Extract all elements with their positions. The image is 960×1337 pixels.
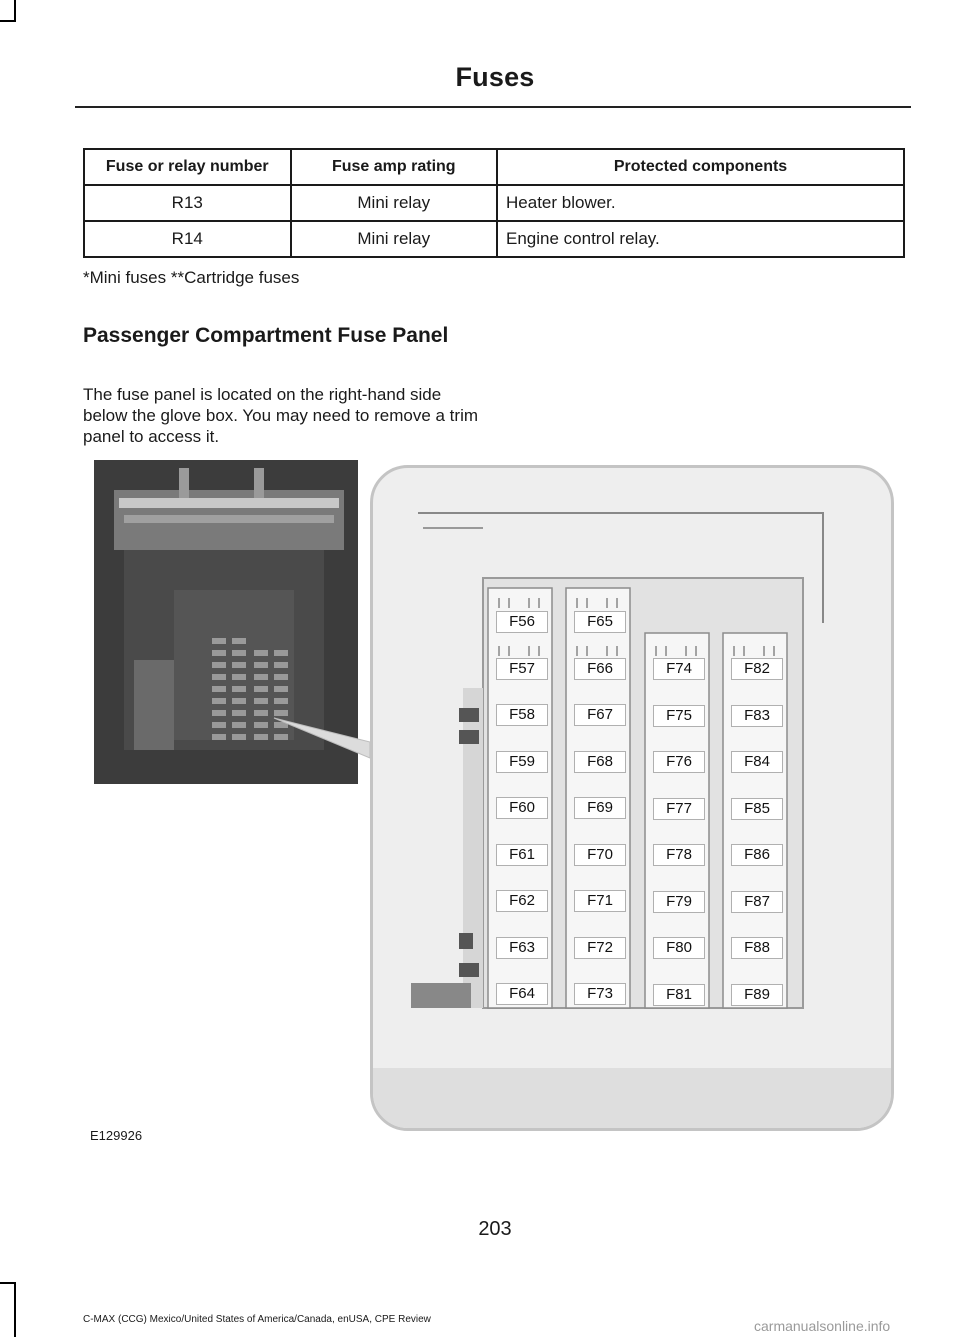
column-header: Protected components [497, 149, 904, 185]
fuse-panel-drawing [373, 468, 894, 1131]
fuse-label: F80 [653, 937, 705, 959]
fuse-label: F66 [574, 658, 626, 680]
section-heading: Passenger Compartment Fuse Panel [83, 324, 449, 347]
fuse-label: F56 [496, 611, 548, 633]
fuse-label: F72 [574, 937, 626, 959]
crop-mark-top-left [14, 0, 16, 22]
fuse-label: F85 [731, 798, 783, 820]
fuse-label: F60 [496, 797, 548, 819]
crop-mark-top-left [0, 20, 16, 22]
table-row [84, 185, 904, 221]
column-header: Fuse or relay number [84, 149, 291, 185]
table-cell: R13 [84, 185, 291, 221]
column-header: Fuse amp rating [291, 149, 497, 185]
callout-lines [94, 460, 394, 800]
fuse-label: F88 [731, 937, 783, 959]
header-rule [75, 106, 911, 108]
fuse-label: F83 [731, 705, 783, 727]
fuse-panel-diagram [370, 465, 894, 1131]
table-cell: Engine control relay. [497, 221, 904, 257]
page-number: 203 [478, 1218, 512, 1240]
table-header-row [84, 149, 904, 185]
page-footer: C-MAX (CCG) Mexico/United States of America/Canada, enUSA, CPE Review [83, 1314, 431, 1325]
fuse-label: F82 [731, 658, 783, 680]
fuse-label: F76 [653, 751, 705, 773]
fuse-label: F71 [574, 890, 626, 912]
fuse-label: F63 [496, 937, 548, 959]
table-footnote: *Mini fuses **Cartridge fuses [83, 268, 300, 287]
table-cell: R14 [84, 221, 291, 257]
fuse-label: F75 [653, 705, 705, 727]
fuse-label: F78 [653, 844, 705, 866]
fuse-label: F69 [574, 797, 626, 819]
fuse-label: F77 [653, 798, 705, 820]
fuse-label: F62 [496, 890, 548, 912]
fuse-label: F59 [496, 751, 548, 773]
table-cell: Mini relay [291, 185, 497, 221]
crop-mark-bottom-left [14, 1282, 16, 1337]
section-body: The fuse panel is located on the right-hand side below the glove box. You may need to remove a trim panel to access it. [83, 385, 479, 446]
fuse-label: F61 [496, 844, 548, 866]
fuse-label: F74 [653, 658, 705, 680]
fuse-label: F81 [653, 984, 705, 1006]
fuse-table [83, 148, 905, 258]
crop-mark-bottom-left [0, 1282, 16, 1284]
fuse-label: F86 [731, 844, 783, 866]
fuse-label: F70 [574, 844, 626, 866]
page-title: Fuses [455, 62, 535, 92]
fuse-label: F84 [731, 751, 783, 773]
table-row [84, 221, 904, 257]
table-cell: Heater blower. [497, 185, 904, 221]
fuse-label: F58 [496, 704, 548, 726]
fuse-label: F67 [574, 704, 626, 726]
figure-id: E129926 [90, 1128, 143, 1143]
fuse-label: F65 [574, 611, 626, 633]
watermark: carmanualsonline.info [754, 1318, 891, 1334]
fuse-label: F64 [496, 983, 548, 1005]
fuse-label: F89 [731, 984, 783, 1006]
fuse-label: F68 [574, 751, 626, 773]
fuse-label: F73 [574, 983, 626, 1005]
fuse-label: F79 [653, 891, 705, 913]
fuse-label: F87 [731, 891, 783, 913]
table-cell: Mini relay [291, 221, 497, 257]
fuse-label: F57 [496, 658, 548, 680]
